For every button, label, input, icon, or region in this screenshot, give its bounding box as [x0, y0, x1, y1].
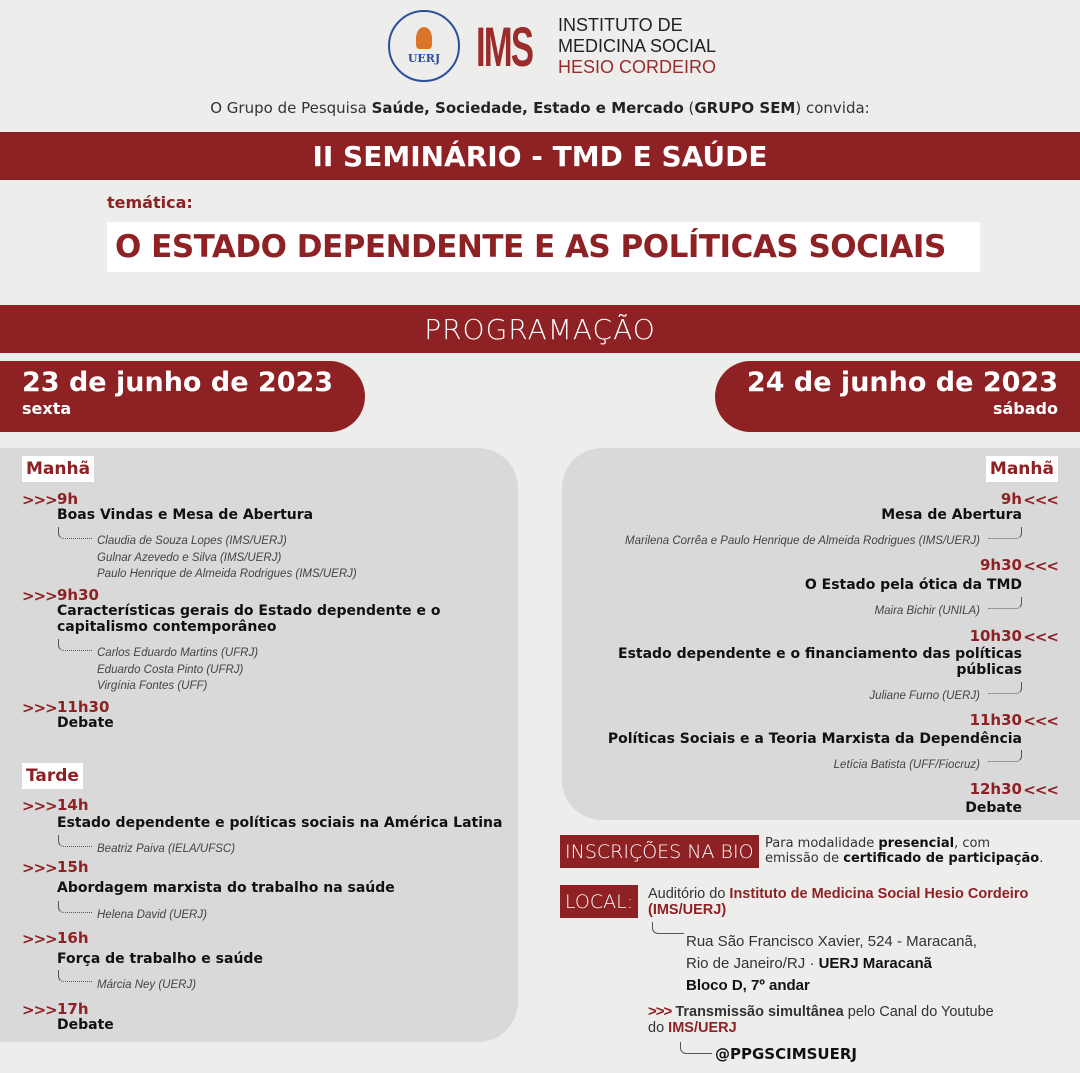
- group-name: Saúde, Sociedade, Estado e Mercado: [371, 99, 684, 117]
- speaker: Virgínia Fontes (UFF): [97, 680, 208, 692]
- connector-line: [58, 639, 92, 651]
- schedule-item: [22, 491, 357, 583]
- schedule-item: [22, 797, 502, 858]
- schedule-item: [22, 859, 395, 924]
- schedule-item: [618, 627, 1058, 705]
- item-time: 10h30: [969, 627, 1022, 645]
- arrow-right-icon: >>>: [22, 699, 57, 717]
- day1-date: 23 de junho de 2023: [22, 367, 334, 398]
- connector-line: [58, 527, 92, 539]
- speaker: Beatriz Paiva (IELA/UFSC): [97, 843, 236, 855]
- text: emissão de: [765, 851, 844, 866]
- building-floor: Bloco D, 7º andar: [686, 977, 810, 994]
- day2-date: 24 de junho de 2023: [746, 367, 1058, 398]
- speaker: Eduardo Costa Pinto (UFRJ): [97, 663, 244, 676]
- speaker: Juliane Furno (UERJ): [869, 690, 980, 702]
- item-time: 15h: [57, 858, 89, 876]
- item-title: Debate: [965, 800, 1022, 816]
- text-bold: presencial: [878, 836, 955, 851]
- youtube-handle[interactable]: @PPGSCIMSUERJ: [715, 1045, 857, 1063]
- arrow-right-icon: >>>: [22, 587, 57, 605]
- arrow-right-icon: >>>: [22, 930, 57, 948]
- location-badge: LOCAL:: [560, 885, 638, 918]
- campus: UERJ Maracanã: [818, 955, 932, 972]
- ims-name: [558, 15, 717, 78]
- item-time: 12h30: [969, 780, 1022, 798]
- text-bold: IMS/UERJ: [668, 1020, 737, 1036]
- item-title: capitalismo contemporâneo: [57, 619, 277, 635]
- uerj-logo: [388, 10, 460, 82]
- item-time: 16h: [57, 929, 89, 947]
- connector-line: [58, 835, 92, 847]
- connector-line: [988, 527, 1022, 539]
- text: Auditório do: [648, 886, 730, 902]
- venue-name: Instituto de Medicina Social Hesio Cordeiro (IMS/UERJ): [648, 886, 1029, 918]
- morning-label: Manhã: [22, 456, 94, 482]
- day2-date-pill: [715, 361, 1080, 432]
- stream-info: [648, 1004, 1058, 1036]
- morning-label: Manhã: [986, 456, 1058, 482]
- item-title: Mesa de Abertura: [881, 507, 1022, 523]
- item-time: 11h30: [57, 698, 110, 716]
- text-bold: Transmissão simultânea: [675, 1004, 844, 1020]
- item-title: Características gerais do Estado dependente e o: [57, 603, 441, 619]
- ims-name-line: MEDICINA SOCIAL: [558, 36, 717, 56]
- item-time: 9h30: [980, 556, 1022, 574]
- ims-logo-mark: IMS: [476, 15, 533, 78]
- speaker: Paulo Henrique de Almeida Rodrigues (IMS/UERJ): [97, 568, 357, 580]
- day1-weekday: sexta: [22, 399, 72, 418]
- uerj-text: UERJ: [407, 52, 441, 65]
- schedule-item: [965, 780, 1058, 816]
- speaker: Claudia de Souza Lopes (IMS/UERJ): [97, 535, 287, 547]
- header-logos: [388, 8, 717, 84]
- arrow-right-icon: >>>: [22, 491, 57, 509]
- ims-name-line: INSTITUTO DE: [558, 15, 683, 35]
- arrow-right-icon: >>>: [22, 1001, 57, 1019]
- item-time: 17h: [57, 1000, 89, 1018]
- paren: (: [683, 99, 695, 117]
- item-time: 11h30: [969, 711, 1022, 729]
- arrow-left-icon: <<<: [1023, 557, 1058, 575]
- connector-line: [58, 901, 92, 913]
- speaker: Gulnar Azevedo e Silva (IMS/UERJ): [97, 551, 282, 564]
- group-short: GRUPO SEM: [694, 99, 796, 117]
- speaker: Carlos Eduardo Martins (UFRJ): [97, 647, 259, 659]
- connector-line: [680, 1042, 712, 1054]
- item-time: 14h: [57, 796, 89, 814]
- speaker: Márcia Ney (UERJ): [97, 979, 197, 991]
- day2-weekday: sábado: [992, 399, 1058, 418]
- invite-text: [0, 99, 1080, 117]
- arrow-right-icon: >>>: [22, 859, 57, 877]
- text-bold: certificado de participação: [843, 851, 1040, 866]
- schedule-item: [22, 699, 114, 731]
- invite-suffix: ) convida:: [795, 99, 870, 117]
- schedule-item: [22, 587, 441, 695]
- schedule-item: [22, 1001, 114, 1033]
- item-title: Boas Vindas e Mesa de Abertura: [57, 507, 314, 523]
- address-line: Rua São Francisco Xavier, 524 - Maracanã,: [686, 933, 977, 950]
- text: .: [1039, 851, 1044, 866]
- arrow-right-icon: >>>: [648, 1003, 672, 1020]
- venue-info: [648, 886, 1038, 918]
- item-time: 9h30: [57, 586, 99, 604]
- schedule-item: [22, 930, 263, 994]
- item-title: O Estado pela ótica da TMD: [804, 577, 1022, 593]
- item-title: Abordagem marxista do trabalho na saúde: [57, 880, 395, 896]
- item-time: 9h: [1000, 490, 1022, 508]
- connector-line: [988, 750, 1022, 762]
- text: do: [648, 1020, 669, 1036]
- text: Para modalidade: [765, 836, 879, 851]
- day1-date-pill: [0, 361, 365, 432]
- schedule-item: [607, 711, 1058, 774]
- schedule-item: [804, 556, 1058, 620]
- arrow-left-icon: <<<: [1023, 712, 1058, 730]
- torch-icon: [416, 27, 432, 49]
- seminar-banner: II SEMINÁRIO - TMD E SAÚDE: [0, 132, 1080, 180]
- item-title: públicas: [956, 662, 1022, 678]
- schedule-item: [625, 490, 1058, 550]
- text: pelo Canal do Youtube: [843, 1004, 994, 1020]
- speaker: Maira Bichir (UNILA): [874, 605, 980, 617]
- registration-badge: INSCRIÇÕES NA BIO: [560, 835, 759, 868]
- item-time: 9h: [57, 490, 79, 508]
- item-title: Políticas Sociais e a Teoria Marxista da Dependência: [607, 731, 1022, 747]
- arrow-left-icon: <<<: [1023, 491, 1058, 509]
- item-title: Debate: [57, 715, 114, 731]
- address: [686, 931, 977, 997]
- invite-prefix: O Grupo de Pesquisa: [210, 99, 372, 117]
- connector-line: [988, 682, 1022, 694]
- registration-info: [765, 836, 1043, 866]
- speaker: Marilena Corrêa e Paulo Henrique de Almeida Rodrigues (IMS/UERJ): [625, 535, 980, 547]
- arrow-right-icon: >>>: [22, 797, 57, 815]
- arrow-left-icon: <<<: [1023, 781, 1058, 799]
- theme-title: O ESTADO DEPENDENTE E AS POLÍTICAS SOCIAIS: [107, 222, 980, 272]
- address-line: Rio de Janeiro/RJ ·: [686, 955, 819, 972]
- item-title: Estado dependente e o financiamento das políticas: [618, 646, 1022, 662]
- item-title: Debate: [57, 1017, 114, 1033]
- afternoon-label: Tarde: [22, 763, 83, 789]
- speaker: Letícia Batista (UFF/Fiocruz): [833, 759, 980, 771]
- speaker: Helena David (UERJ): [97, 909, 207, 921]
- connector-line: [652, 922, 684, 934]
- tematica-label: temática:: [107, 193, 193, 212]
- connector-line: [58, 970, 92, 982]
- programacao-band: PROGRAMAÇÃO: [0, 305, 1080, 353]
- arrow-left-icon: <<<: [1023, 628, 1058, 646]
- item-title: Força de trabalho e saúde: [57, 951, 263, 967]
- text: , com: [954, 836, 991, 851]
- connector-line: [988, 597, 1022, 609]
- ims-name-line: HESIO CORDEIRO: [558, 57, 717, 77]
- item-title: Estado dependente e políticas sociais na América Latina: [57, 815, 503, 831]
